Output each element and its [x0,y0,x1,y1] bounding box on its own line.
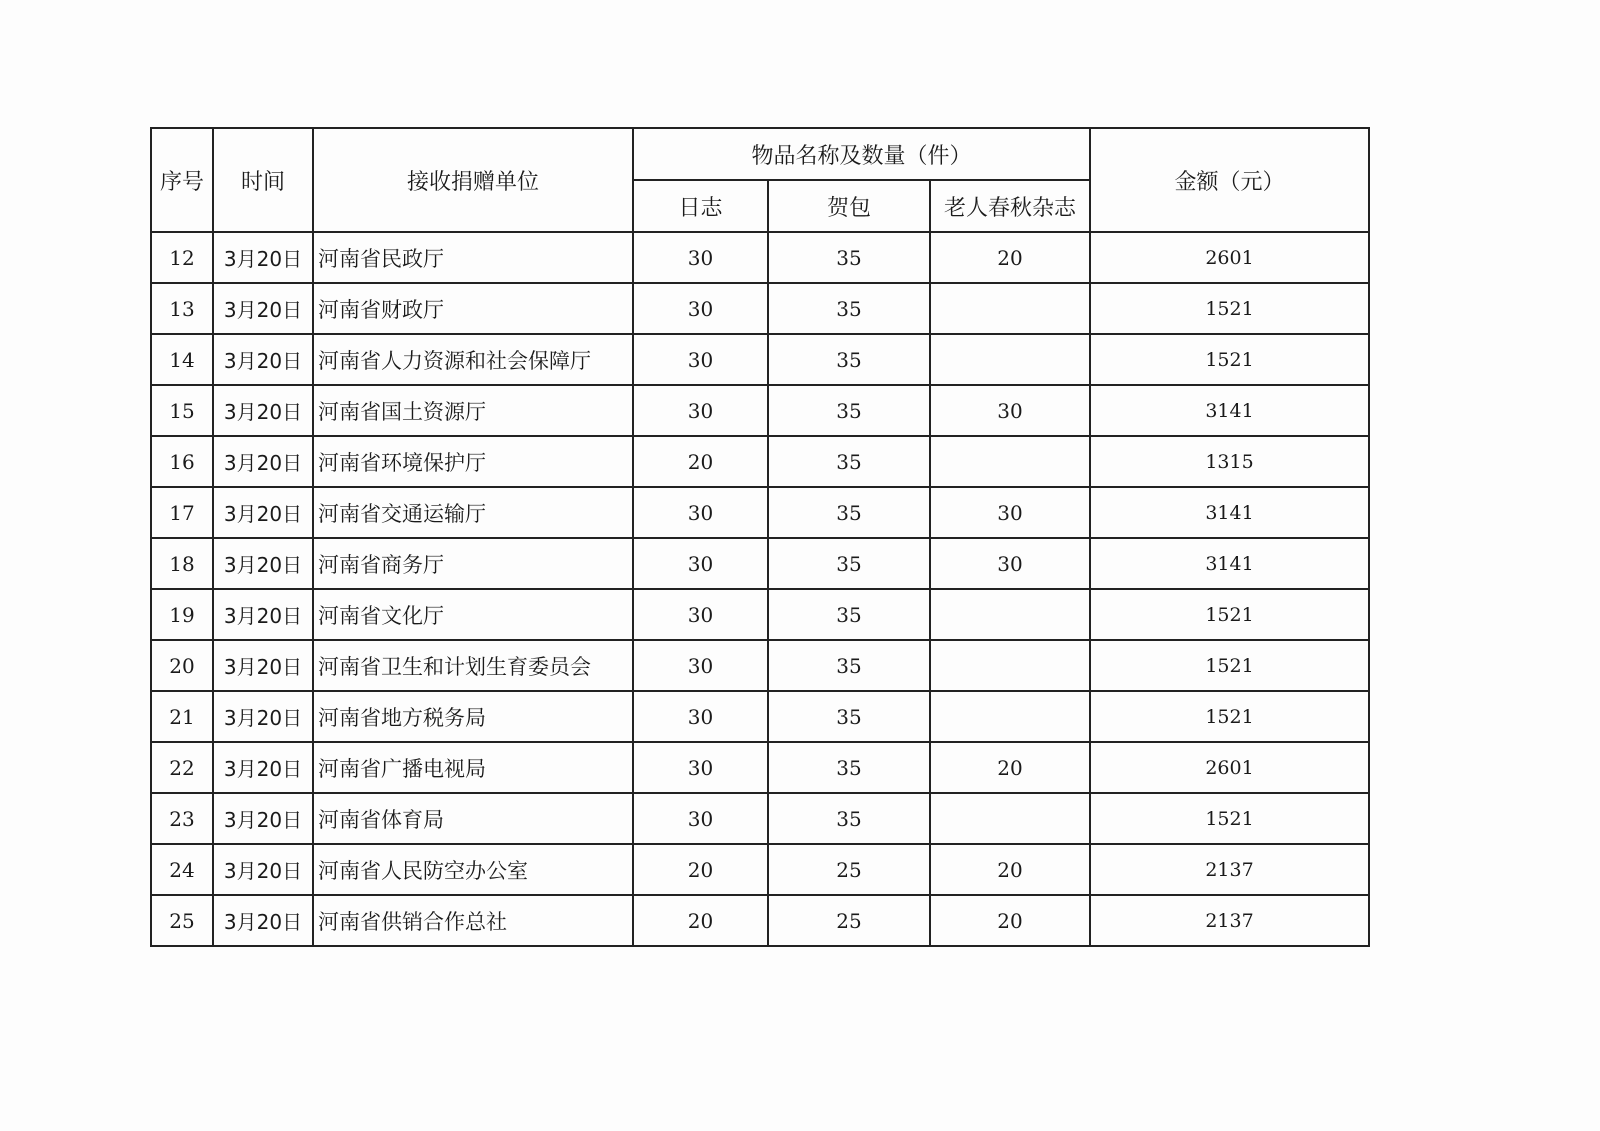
cell-seq: 12 [151,232,213,283]
cell-seq: 17 [151,487,213,538]
cell-magazine: 30 [930,385,1090,436]
cell-bag: 35 [768,793,930,844]
cell-bag: 35 [768,538,930,589]
cell-diary: 30 [633,691,768,742]
cell-unit: 河南省商务厅 [313,538,633,589]
cell-unit: 河南省交通运输厅 [313,487,633,538]
cell-magazine [930,640,1090,691]
cell-diary: 30 [633,487,768,538]
cell-amount: 2601 [1090,232,1369,283]
table-header [151,128,1369,232]
table-row [151,691,1369,742]
cell-seq: 14 [151,334,213,385]
cell-magazine: 30 [930,487,1090,538]
cell-unit: 河南省地方税务局 [313,691,633,742]
cell-diary: 30 [633,640,768,691]
table-row [151,895,1369,946]
cell-unit: 河南省供销合作总社 [313,895,633,946]
cell-magazine: 20 [930,742,1090,793]
cell-magazine [930,436,1090,487]
cell-date: 3月20日 [213,793,313,844]
cell-diary: 30 [633,232,768,283]
cell-unit: 河南省人民防空办公室 [313,844,633,895]
cell-bag: 35 [768,640,930,691]
cell-diary: 20 [633,844,768,895]
cell-magazine: 20 [930,232,1090,283]
cell-seq: 18 [151,538,213,589]
cell-date: 3月20日 [213,895,313,946]
table-row [151,793,1369,844]
cell-date: 3月20日 [213,742,313,793]
cell-seq: 16 [151,436,213,487]
table-row [151,742,1369,793]
cell-diary: 30 [633,793,768,844]
cell-diary: 20 [633,436,768,487]
cell-amount: 1315 [1090,436,1369,487]
cell-date: 3月20日 [213,334,313,385]
cell-unit: 河南省卫生和计划生育委员会 [313,640,633,691]
cell-bag: 25 [768,895,930,946]
cell-magazine [930,334,1090,385]
cell-amount: 3141 [1090,487,1369,538]
donation-table [150,127,1370,947]
cell-seq: 15 [151,385,213,436]
cell-date: 3月20日 [213,385,313,436]
cell-bag: 35 [768,334,930,385]
cell-magazine [930,691,1090,742]
cell-bag: 35 [768,436,930,487]
cell-seq: 20 [151,640,213,691]
cell-seq: 21 [151,691,213,742]
cell-unit: 河南省国土资源厅 [313,385,633,436]
cell-unit: 河南省人力资源和社会保障厅 [313,334,633,385]
cell-amount: 2601 [1090,742,1369,793]
header-seq: 序号 [151,128,213,232]
cell-diary: 30 [633,742,768,793]
cell-date: 3月20日 [213,232,313,283]
header-bag: 贺包 [768,180,930,232]
cell-date: 3月20日 [213,691,313,742]
cell-diary: 20 [633,895,768,946]
table-row [151,487,1369,538]
cell-seq: 23 [151,793,213,844]
cell-amount: 3141 [1090,385,1369,436]
cell-magazine [930,589,1090,640]
cell-seq: 13 [151,283,213,334]
cell-seq: 22 [151,742,213,793]
table-row [151,436,1369,487]
header-time: 时间 [213,128,313,232]
header-items-group: 物品名称及数量（件） [633,128,1090,180]
cell-amount: 1521 [1090,640,1369,691]
cell-seq: 25 [151,895,213,946]
cell-amount: 2137 [1090,895,1369,946]
cell-amount: 1521 [1090,334,1369,385]
table-row [151,844,1369,895]
cell-magazine [930,283,1090,334]
cell-seq: 19 [151,589,213,640]
cell-amount: 1521 [1090,283,1369,334]
cell-bag: 25 [768,844,930,895]
cell-seq: 24 [151,844,213,895]
cell-diary: 30 [633,589,768,640]
header-amount: 金额（元） [1090,128,1369,232]
table-row [151,334,1369,385]
cell-amount: 1521 [1090,589,1369,640]
cell-diary: 30 [633,283,768,334]
cell-diary: 30 [633,334,768,385]
table-body [151,232,1369,946]
cell-magazine [930,793,1090,844]
cell-amount: 3141 [1090,538,1369,589]
cell-bag: 35 [768,385,930,436]
table-row [151,283,1369,334]
cell-date: 3月20日 [213,436,313,487]
header-magazine: 老人春秋杂志 [930,180,1090,232]
cell-amount: 1521 [1090,691,1369,742]
cell-date: 3月20日 [213,283,313,334]
cell-bag: 35 [768,691,930,742]
cell-date: 3月20日 [213,640,313,691]
cell-magazine: 20 [930,844,1090,895]
table-row [151,232,1369,283]
cell-date: 3月20日 [213,487,313,538]
cell-date: 3月20日 [213,589,313,640]
cell-amount: 1521 [1090,793,1369,844]
cell-bag: 35 [768,283,930,334]
cell-date: 3月20日 [213,538,313,589]
cell-unit: 河南省广播电视局 [313,742,633,793]
cell-bag: 35 [768,487,930,538]
cell-bag: 35 [768,589,930,640]
header-unit: 接收捐赠单位 [313,128,633,232]
cell-unit: 河南省民政厅 [313,232,633,283]
cell-bag: 35 [768,232,930,283]
cell-diary: 30 [633,538,768,589]
cell-magazine: 20 [930,895,1090,946]
cell-amount: 2137 [1090,844,1369,895]
table-row [151,538,1369,589]
cell-unit: 河南省财政厅 [313,283,633,334]
table-row [151,640,1369,691]
cell-magazine: 30 [930,538,1090,589]
header-diary: 日志 [633,180,768,232]
header-row-top [151,128,1369,180]
cell-unit: 河南省文化厅 [313,589,633,640]
table-row [151,589,1369,640]
table-row [151,385,1369,436]
cell-bag: 35 [768,742,930,793]
cell-unit: 河南省体育局 [313,793,633,844]
cell-date: 3月20日 [213,844,313,895]
cell-diary: 30 [633,385,768,436]
cell-unit: 河南省环境保护厅 [313,436,633,487]
